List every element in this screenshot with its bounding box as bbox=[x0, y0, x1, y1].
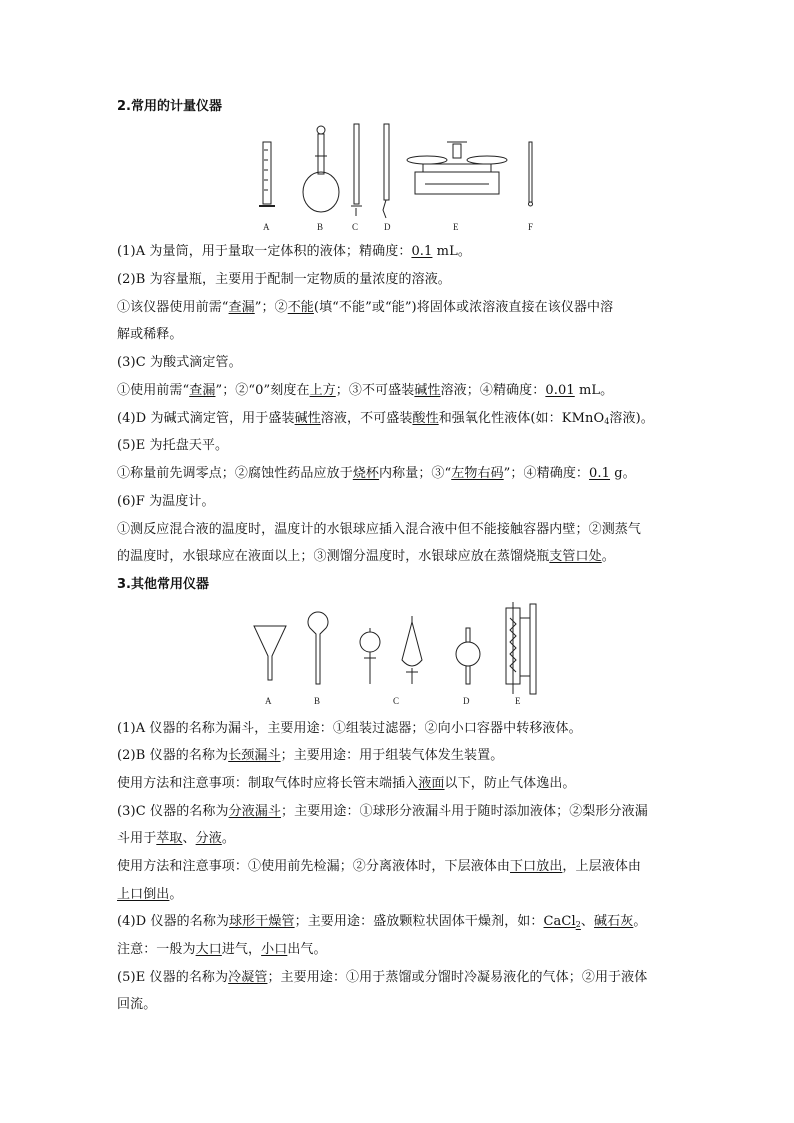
text-run: ①使用前需“ bbox=[117, 383, 190, 398]
text-run: 。 bbox=[221, 831, 235, 846]
section-heading-measuring: 2.常用的计量仪器 bbox=[117, 99, 222, 114]
text-run: ”；②“0”刻度在 bbox=[215, 383, 310, 398]
section3-line-d1 bbox=[117, 941, 687, 959]
text-run: 注意：一般为 bbox=[117, 942, 196, 957]
answer-blank: 支管口处 bbox=[549, 549, 602, 564]
answer-blank: 上方 bbox=[309, 383, 336, 398]
answer-blank: 液面 bbox=[418, 776, 445, 791]
answer-blank: 0.1 bbox=[411, 244, 433, 259]
answer-blank: 分液 bbox=[195, 831, 222, 846]
section2-line-b bbox=[117, 271, 687, 289]
text-run: (填“不能”或“能”)将固体或浓溶液直接在该仪器中溶 bbox=[313, 300, 614, 315]
answer-blank: CaCl bbox=[543, 914, 576, 929]
fig2-label-e: E bbox=[515, 696, 521, 706]
text-run: (2)B 为容量瓶，主要用于配制一定物质的量浓度的溶液。 bbox=[117, 272, 451, 287]
section2-line-f1 bbox=[117, 521, 687, 539]
section2-line-e1 bbox=[117, 465, 687, 483]
text-run: (1)A 仪器的名称为漏斗，主要用途：①组装过滤器；②向小口容器中转移液体。 bbox=[117, 721, 582, 736]
answer-blank: 碱性 bbox=[414, 383, 441, 398]
answer-blank: 下口放出 bbox=[510, 859, 563, 874]
answer-blank: 长颈漏斗 bbox=[228, 748, 281, 763]
text-run: 。 bbox=[169, 887, 183, 902]
text-run: 和强氧化性液体(如：KMnO bbox=[438, 411, 605, 426]
answer-blank: 小口 bbox=[261, 942, 288, 957]
section3-line-b bbox=[117, 747, 687, 765]
fig1-label-b: B bbox=[317, 222, 324, 232]
fig1-label-a: A bbox=[263, 222, 270, 232]
text-run: ；主要用途：①球形分液漏斗用于随时添加液体；②梨形分液漏 bbox=[281, 804, 648, 819]
fig1-label-d: D bbox=[384, 222, 391, 232]
text-run: (2)B 仪器的名称为 bbox=[117, 748, 229, 763]
text-run: 使用方法和注意事项：制取气体时应将长管末端插入 bbox=[117, 776, 419, 791]
section3-line-c3 bbox=[117, 858, 687, 876]
answer-blank: 大口 bbox=[195, 942, 222, 957]
answer-blank: 分液漏斗 bbox=[228, 804, 281, 819]
text-run: (3)C 为酸式滴定管。 bbox=[117, 355, 242, 370]
text-run: (1)A 为量筒，用于量取一定体积的液体；精确度： bbox=[117, 244, 412, 259]
answer-blank: 0.01 bbox=[545, 383, 575, 398]
section3-line-b1 bbox=[117, 775, 687, 793]
answer-blank: 不能 bbox=[287, 300, 314, 315]
graduated-cylinder-drawing bbox=[259, 142, 275, 206]
volumetric-flask-drawing bbox=[303, 126, 339, 212]
text-run: 溶液，不可盛装 bbox=[320, 411, 413, 426]
funnel-drawing bbox=[254, 626, 286, 680]
answer-blank: 酸性 bbox=[412, 411, 439, 426]
fig1-label-c: C bbox=[352, 222, 359, 232]
text-run: ；主要用途：用于组装气体发生装置。 bbox=[280, 748, 504, 763]
text-run: (5)E 为托盘天平。 bbox=[117, 438, 229, 453]
text-run: ①该仪器使用前需“ bbox=[117, 300, 229, 315]
text-run: mL。 bbox=[574, 383, 614, 398]
answer-blank: 左物右码 bbox=[451, 466, 504, 481]
answer-blank: 烧杯 bbox=[352, 466, 380, 481]
section3-line-c2 bbox=[117, 830, 687, 848]
text-run: 溶液)。 bbox=[609, 411, 654, 426]
section3-line-e2 bbox=[117, 996, 687, 1014]
text-run: 使用方法和注意事项：①使用前先检漏；②分离液体时，下层液体由 bbox=[117, 859, 511, 874]
section2-line-c bbox=[117, 354, 687, 372]
section2-line-f2 bbox=[117, 548, 687, 566]
answer-blank: 查漏 bbox=[228, 300, 255, 315]
section2-line-f bbox=[117, 493, 687, 511]
thermometer-drawing bbox=[529, 142, 533, 206]
answer-blank: 萃取 bbox=[156, 831, 183, 846]
text-run: ；主要用途：①用于蒸馏或分馏时冷凝易液化的气体；②用于液体 bbox=[267, 970, 648, 985]
balance-drawing bbox=[407, 142, 507, 194]
section2-line-d bbox=[117, 410, 687, 431]
long-neck-funnel-drawing bbox=[308, 612, 328, 684]
answer-blank: 0.1 bbox=[589, 466, 611, 481]
section2-line-c1 bbox=[117, 382, 687, 400]
answer-blank: 碱性 bbox=[294, 411, 321, 426]
section3-line-c bbox=[117, 803, 687, 821]
fig1-label-f: F bbox=[528, 222, 534, 232]
section3-line-d bbox=[117, 913, 687, 934]
text-run: 进气， bbox=[221, 942, 262, 957]
text-run: (5)E 仪器的名称为 bbox=[117, 970, 229, 985]
answer-blank: 球形干燥管 bbox=[229, 914, 295, 929]
section3-line-e bbox=[117, 969, 687, 987]
text-run: 。 bbox=[633, 914, 647, 929]
text-run: 4 bbox=[604, 417, 610, 426]
acid-burette-drawing bbox=[351, 124, 362, 216]
section2-line-b2 bbox=[117, 326, 687, 344]
text-run: mL。 bbox=[432, 244, 471, 259]
fig1-label-e: E bbox=[453, 222, 459, 232]
section3-line-a bbox=[117, 720, 687, 738]
section2-line-e bbox=[117, 437, 687, 455]
figure-measuring-instruments bbox=[255, 120, 555, 235]
answer-blank: 上口倒出 bbox=[117, 887, 170, 902]
condenser-drawing bbox=[506, 602, 536, 694]
text-run: (3)C 仪器的名称为 bbox=[117, 804, 229, 819]
answer-blank: 碱石灰 bbox=[594, 914, 634, 929]
text-run: (4)D 为碱式滴定管，用于盛装 bbox=[117, 411, 295, 426]
text-run: 斗用于 bbox=[117, 831, 157, 846]
answer-blank: 查漏 bbox=[189, 383, 216, 398]
text-run: 内称量；③“ bbox=[379, 466, 452, 481]
separatory-funnel-drawing bbox=[360, 616, 422, 684]
text-run: 、 bbox=[580, 914, 595, 929]
answer-blank: 冷凝管 bbox=[228, 970, 268, 985]
text-run: (4)D 仪器的名称为 bbox=[117, 914, 230, 929]
answer-blank: 2 bbox=[575, 920, 581, 929]
section2-line-a bbox=[117, 243, 687, 261]
fig2-label-c: C bbox=[393, 696, 400, 706]
text-run: ”；② bbox=[254, 300, 288, 315]
text-run: 出气。 bbox=[287, 942, 327, 957]
section2-line-b1 bbox=[117, 299, 687, 317]
text-run: ”；④精确度： bbox=[503, 466, 590, 481]
section-heading-other: 3.其他常用仪器 bbox=[117, 577, 209, 592]
text-run: ；③不可盛装 bbox=[335, 383, 415, 398]
text-run: 。 bbox=[601, 549, 615, 564]
fig2-label-a: A bbox=[265, 696, 272, 706]
text-run: ①测反应混合液的温度时，温度计的水银球应插入混合液中但不能接触容器内壁；②测蒸气 bbox=[117, 522, 642, 537]
text-run: 溶液；④精确度： bbox=[440, 383, 546, 398]
text-run: ，上层液体由 bbox=[562, 859, 642, 874]
text-run: 以下，防止气体逸出。 bbox=[444, 776, 576, 791]
text-run: ；主要用途：盛放颗粒状固体干燥剂，如： bbox=[294, 914, 544, 929]
base-burette-drawing bbox=[383, 124, 389, 218]
fig2-label-d: D bbox=[463, 696, 470, 706]
text-run: g。 bbox=[610, 466, 636, 481]
text-run: 解或稀释。 bbox=[117, 327, 183, 342]
drying-tube-drawing bbox=[456, 628, 480, 684]
text-run: 、 bbox=[182, 831, 196, 846]
figure-other-instruments bbox=[250, 598, 560, 710]
text-run: 回流。 bbox=[117, 997, 157, 1012]
text-run: ①称量前先调零点；②腐蚀性药品应放于 bbox=[117, 466, 353, 481]
text-run: 的温度时，水银球应在液面以上；③测馏分温度时，水银球应放在蒸馏烧瓶 bbox=[117, 549, 550, 564]
text-run: (6)F 为温度计。 bbox=[117, 494, 215, 509]
section3-line-c4 bbox=[117, 886, 687, 904]
fig2-label-b: B bbox=[314, 696, 321, 706]
